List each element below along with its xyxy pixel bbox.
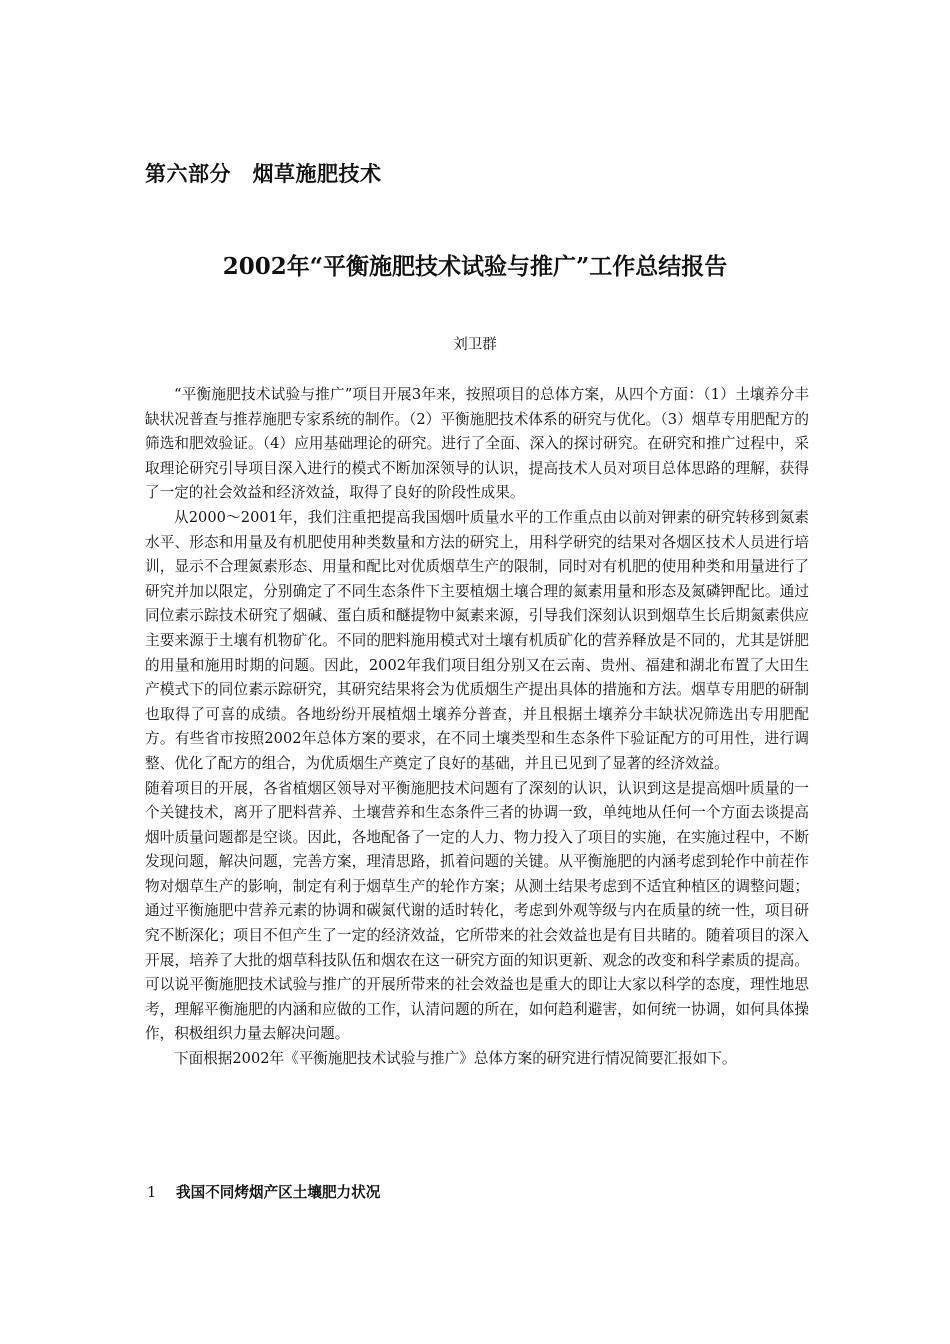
paragraph-summary-intro: 下面根据2002年《平衡施肥技术试验与推广》总体方案的研究进行情况简要汇报如下。 bbox=[174, 1050, 737, 1068]
section-title: 我国不同烤烟产区土壤肥力状况 bbox=[176, 1184, 381, 1201]
part-title: 第六部分 烟草施肥技术 bbox=[145, 162, 382, 186]
body-text bbox=[145, 383, 809, 1072]
author-name: 刘卫群 bbox=[453, 337, 497, 353]
report-title: 2002年“平衡施肥技术试验与推广”工作总结报告 bbox=[222, 253, 728, 280]
section-heading bbox=[147, 1181, 380, 1202]
paragraph-progress: 从2000～2001年，我们注重把提高我国烟叶质量水平的工作重点由以前对钾素的研究转移到氮素水平、形态和用量及有机肥使用种类数量和方法的研究上，用科学研究的结果对各烟区技术人员进行培训，显示不合理氮素形态、用量和配比对优质烟草生产的限制，同时对有机肥的使用种类和用量进行了研究并加以限定，分别确定了不同生态条件下主要植烟土壤合理的氮素用量和形态及氮磷钾配比。通过同位素示踪技术研究了烟碱、蛋白质和醚提物中氮素来源，引导我们深刻认识到烟草生长后期氮素供应主要来源于土壤有机物矿化。不同的肥料施用模式对土壤有机质矿化的营养释放是不同的，尤其是饼肥的用量和施用时期的问题。因此，2002年我们项目组分别又在云南、贵州、福建和湖北布置了大田生产模式下的同位素示踪研究，其研究结果将会为优质烟生产提出具体的措施和方法。烟草专用肥的研制也取得了可喜的成绩。各地纷纷开展植烟土壤养分普查，并且根据土壤养分丰缺状况筛选出专用肥配方。有些省市按照2002年总体方案的要求，在不同土壤类型和生态条件下验证配方的可用性，进行调整、优化了配方的组合，为优质烟生产奠定了良好的基础，并且已见到了显著的经济效益。 bbox=[145, 508, 809, 772]
paragraph-intro: “平衡施肥技术试验与推广”项目开展3年来，按照项目的总体方案，从四个方面：（1）土壤养分丰缺状况普查与推荐施肥专家系统的制作。（2）平衡施肥技术体系的研究与优化。（3）烟草专用肥配方的筛选和肥效验证。（4）应用基础理论的研究。进行了全面、深入的探讨研究。在研究和推广过程中，采取理论研究引导项目深入进行的模式不断加深领导的认识，提高技术人员对项目总体思路的理解，获得了一定的社会效益和经济效益，取得了良好的阶段性成果。 bbox=[145, 386, 809, 502]
section-number: 1 bbox=[147, 1184, 157, 1201]
paragraph-impact: 随着项目的开展，各省植烟区领导对平衡施肥技术问题有了深刻的认识，认识到这是提高烟叶质量的一个关键技术，离开了肥料营养、土壤营养和生态条件三者的协调一致，单纯地从任何一个方面去谈提高烟叶质量问题都是空谈。因此，各地配备了一定的人力、物力投入了项目的实施，在实施过程中，不断发现问题，解决问题，完善方案，理清思路，抓着问题的关键。从平衡施肥的内涵考虑到轮作中前茬作物对烟草生产的影响，制定有利于烟草生产的轮作方案；从测土结果考虑到不适宜种植区的调整问题；通过平衡施肥中营养元素的协调和碳氮代谢的适时转化，考虑到外观等级与内在质量的统一性，项目研究不断深化；项目不但产生了一定的经济效益，它所带来的社会效益也是有目共睹的。随着项目的深入开展，培养了大批的烟草科技队伍和烟农在这一研究方面的知识更新、观念的改变和科学素质的提高。可以说平衡施肥技术试验与推广的开展所带来的社会效益也是重大的即让大家以科学的态度，理性地思考，理解平衡施肥的内涵和应做的工作，认清问题的所在，如何趋利避害，如何统一协调，如何具体操作，积极组织力量去解决问题。 bbox=[145, 779, 809, 1043]
